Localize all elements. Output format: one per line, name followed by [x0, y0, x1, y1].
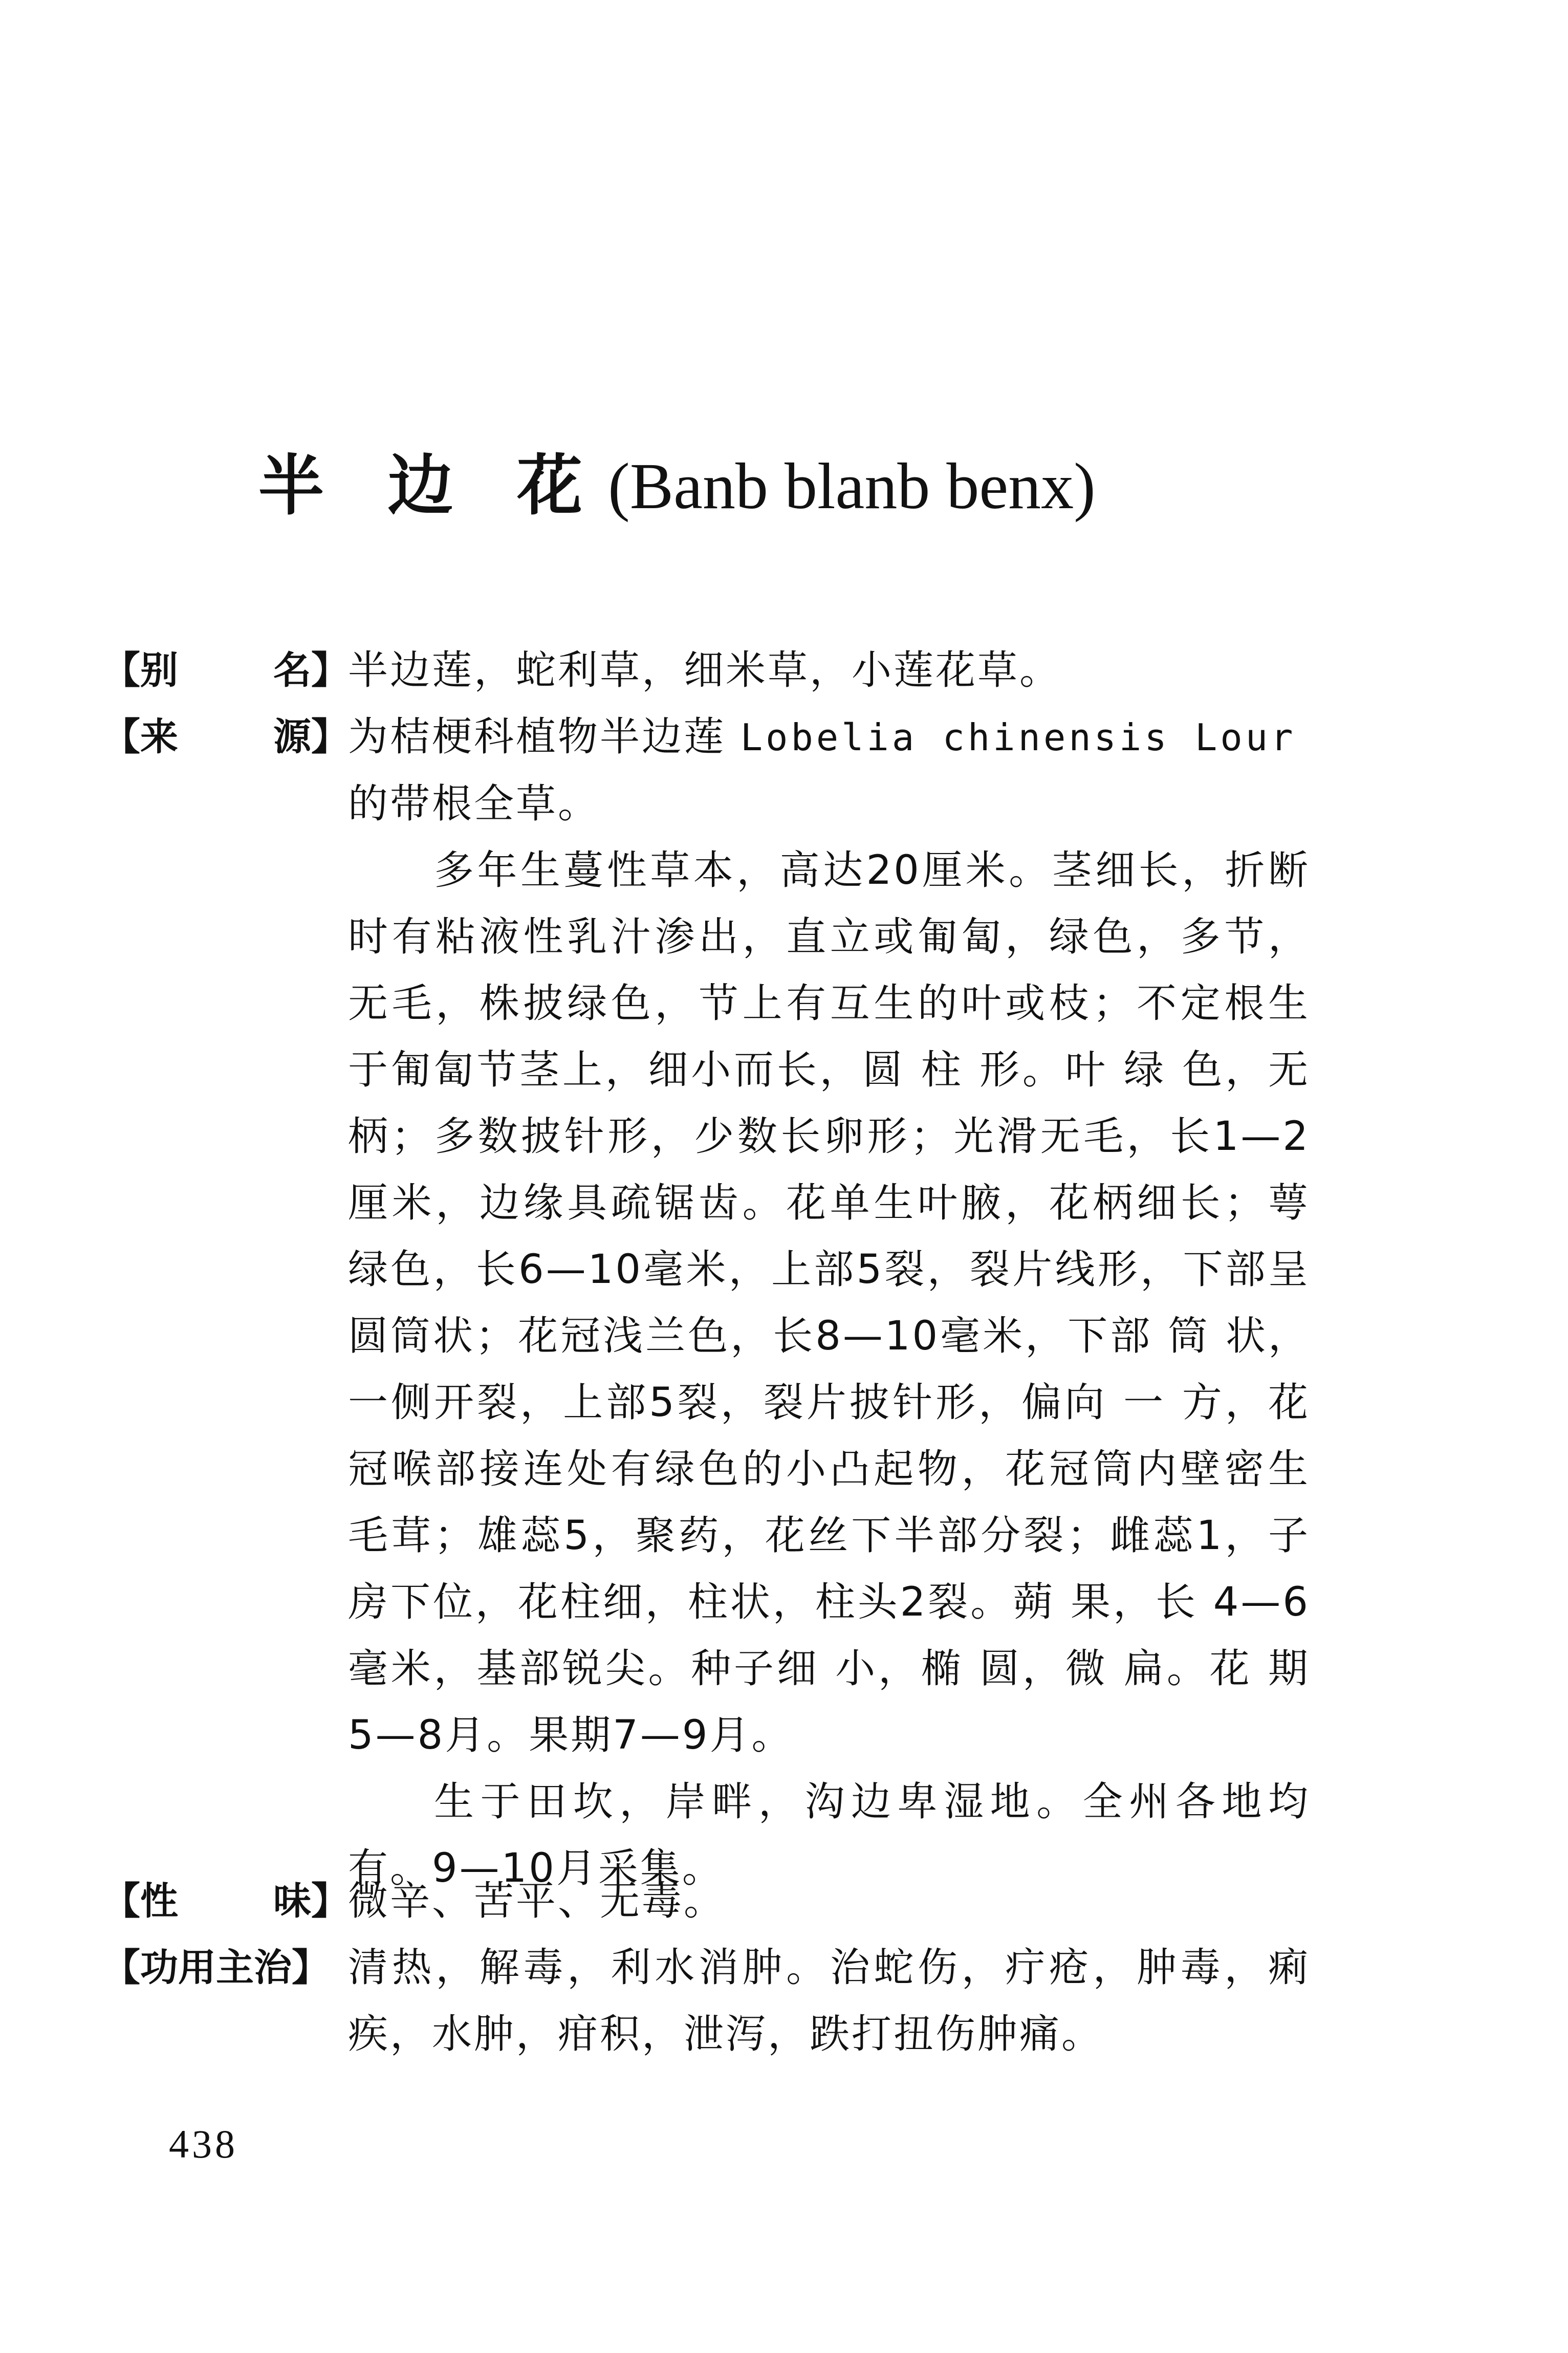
- function-text: 清热，解毒，利水消肿。治蛇伤，疔疮，肿毒，痢疾，水肿，疳积，泄泻，跌打扭伤肿痛。: [348, 1945, 1310, 2057]
- title-romanized: (Banb blanb benx): [608, 450, 1096, 522]
- alias-entry: [102, 637, 1310, 704]
- latin-name: Lobelia chinensis Lour: [740, 716, 1296, 759]
- function-label: 【功用主治】: [102, 1946, 330, 1990]
- entry-title: [258, 445, 1096, 527]
- habitat-paragraph: 生于田坎，岸畔，沟边卑湿地。全州各地均有。9—10月采集。: [348, 1779, 1310, 1891]
- function-entry: [102, 1934, 1310, 2067]
- alias-text: 半边莲，蛇利草，细米草，小莲花草。: [348, 647, 1062, 693]
- source-entry: [102, 704, 1310, 2065]
- page-number: 438: [169, 2122, 238, 2166]
- source-label: 【来 源】: [102, 715, 349, 759]
- taste-label: 【性 味】: [102, 1879, 349, 1923]
- alias-label: 【别 名】: [102, 648, 349, 692]
- title-chinese: 半 边 花: [258, 448, 603, 524]
- description-paragraph: 多年生蔓性草本，高达20厘米。茎细长，折断时有粘液性乳汁渗出，直立或匍匐，绿色，多节，无毛，株披绿色，节上有互生的叶或枝；不定根生于匍匐节茎上，细小而长，圆 柱 形。叶 绿 色，无柄；多数披针形，少数长卵形；光滑无毛，长1—2厘米，边缘具疏锯齿。花单生叶腋，花柄细长；萼绿色，长6—10毫米，上部5裂，裂片线形，下部呈圆筒状；花冠浅兰色，长8—10毫米，下部 筒 状，一侧开裂，上部5裂，裂片披针形，偏向 一 方，花冠喉部接连处有绿色的小凸起物，花冠筒内壁密生毛茸；雄蕊5，聚药，花丝下半部分裂；雌蕊1，子房下位，花柱细，柱状，柱头2裂。蒴 果，长 4—6毫米，基部锐尖。种子细 小，椭 圆，微 扁。花 期5—8月。果期7—9月。: [348, 847, 1310, 1758]
- source-text: 为桔梗科植物半边莲 Lobelia chinensis Lour 的带根全草。: [348, 714, 1296, 827]
- taste-text: 微辛、苦平、无毒。: [348, 1878, 726, 1924]
- taste-entry: [102, 1868, 1310, 1934]
- source-body: [348, 704, 1310, 1902]
